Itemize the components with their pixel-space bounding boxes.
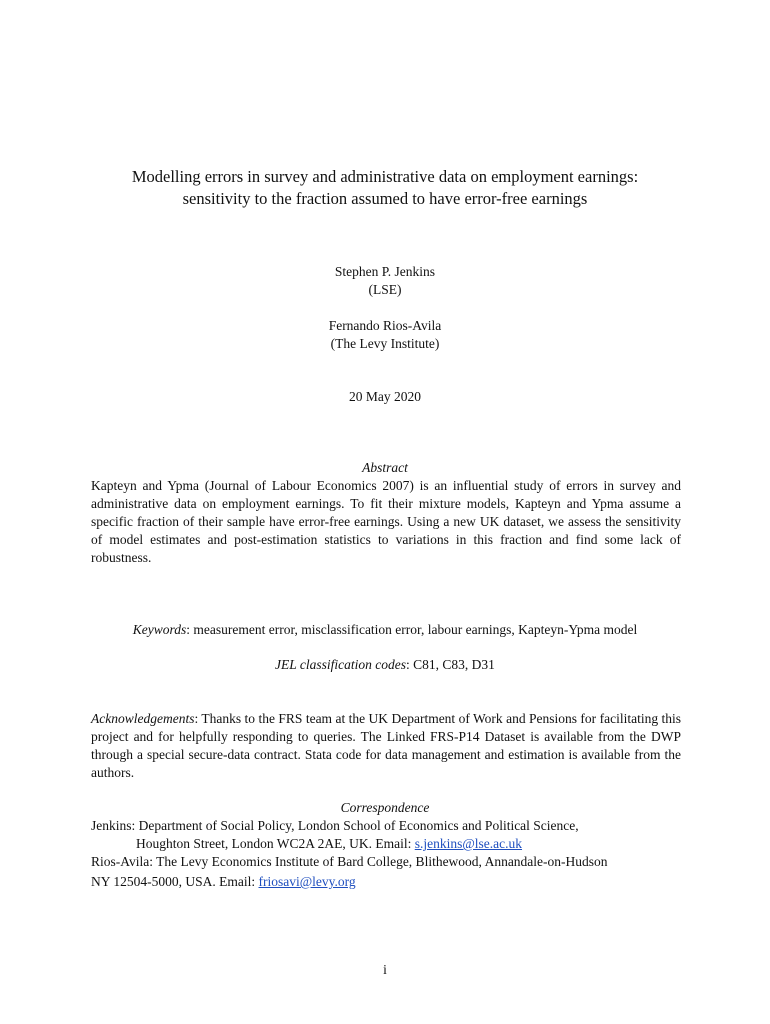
abstract-text: Kapteyn and Ypma (Journal of Labour Economics 2007) is an influential study of errors in survey and administrative data on employment earnings. To fit their mixture models, Kapteyn and Ypma assume a specific fraction of their sample have error-free earnings. Using a new UK dataset, we assess the sensitivity of model estimates and post-estimation statistics to variations in this fraction and find some lack of robustness. xyxy=(91,478,681,565)
paper-date: 20 May 2020 xyxy=(349,389,421,404)
author-affiliation: (The Levy Institute) xyxy=(330,336,440,351)
keywords-text: : measurement error, misclassification error, labour earnings, Kapteyn-Ypma model xyxy=(186,622,638,637)
paper-title xyxy=(0,166,770,210)
correspondence-heading xyxy=(0,799,770,817)
jenkins-email-link[interactable]: s.jenkins@lse.ac.uk xyxy=(414,836,523,851)
jel-text: : C81, C83, D31 xyxy=(406,657,495,672)
abstract-heading-text: Abstract xyxy=(362,460,408,475)
keywords-label: Keywords xyxy=(132,622,187,637)
acknowledgements xyxy=(91,710,681,782)
title-line-2: sensitivity to the fraction assumed to have error-free earnings xyxy=(182,189,588,208)
correspondence-block xyxy=(91,817,691,891)
page-number: i xyxy=(383,962,387,977)
acknowledgements-text: : Thanks to the FRS team at the UK Department of Work and Pensions for facilitating this project and for helpfully responding to queries. The Linked FRS-P14 Dataset is available from the DWP through a special secure-data contract. Stata code for data management and estimation is available from the authors. xyxy=(91,711,681,780)
rios-address-line-2 xyxy=(91,873,691,891)
title-line-1: Modelling errors in survey and administrative data on employment earnings: xyxy=(131,167,639,186)
author-block-2 xyxy=(0,317,770,353)
rios-address-text: NY 12504-5000, USA. Email: xyxy=(91,874,259,889)
jenkins-address-line-2 xyxy=(91,835,691,853)
author-affiliation: (LSE) xyxy=(368,282,402,297)
correspondence-heading-text: Correspondence xyxy=(340,800,430,815)
jel-label: JEL classification codes xyxy=(275,657,407,672)
abstract-heading xyxy=(0,459,770,477)
jel-codes xyxy=(0,656,770,674)
keywords xyxy=(0,621,770,639)
acknowledgements-label: Acknowledgements xyxy=(91,711,195,726)
jenkins-address-text: Houghton Street, London WC2A 2AE, UK. Email: xyxy=(136,836,415,851)
jenkins-address-line-1: Jenkins: Department of Social Policy, London School of Economics and Political Science, xyxy=(91,818,579,833)
rios-address-line-1: Rios-Avila: The Levy Economics Institute of Bard College, Blithewood, Annandale-on-Hudson xyxy=(91,854,608,869)
author-name: Fernando Rios-Avila xyxy=(328,318,442,333)
author-block-1 xyxy=(0,263,770,299)
author-name: Stephen P. Jenkins xyxy=(334,264,436,279)
rios-email-link[interactable]: friosavi@levy.org xyxy=(258,874,356,889)
